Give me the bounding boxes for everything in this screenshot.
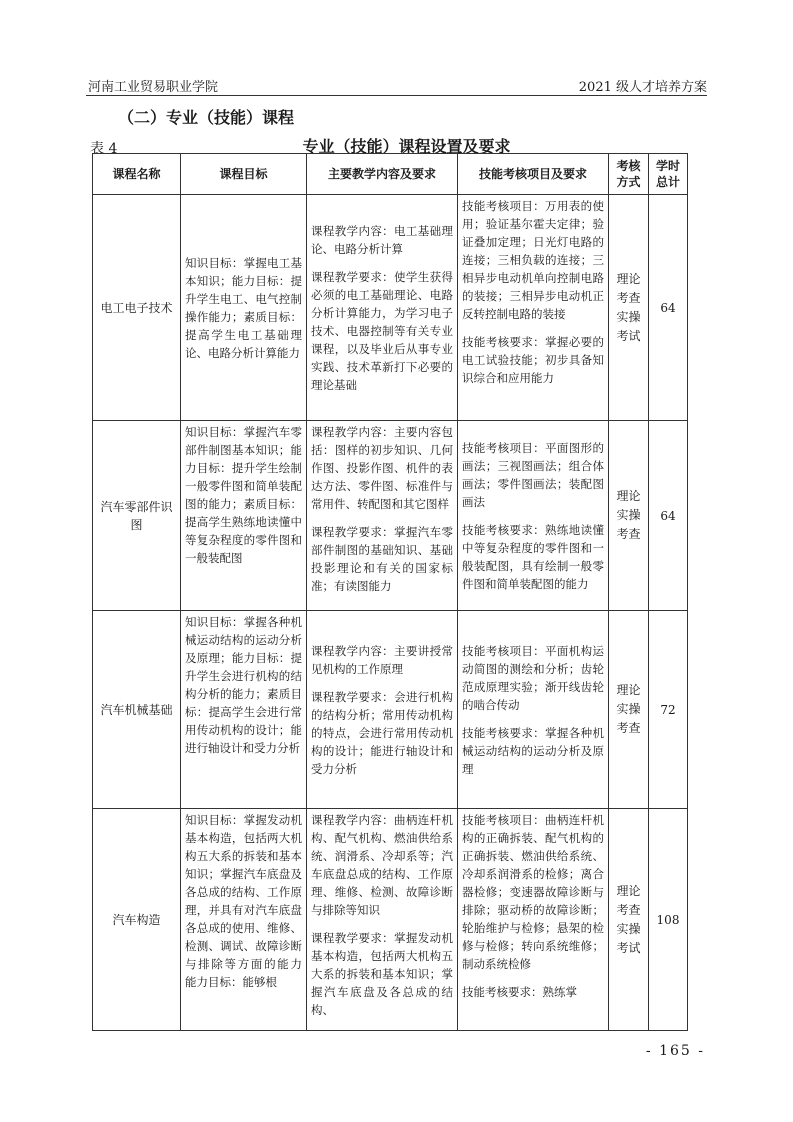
table-label: 表 4 — [90, 141, 118, 157]
course-hours: 64 — [649, 421, 688, 611]
header-plan-title: 2021 级人才培养方案 — [578, 80, 707, 95]
table-row — [93, 421, 688, 611]
course-skill: 技能考核项目：平面图形的画法；三视图画法；组合体画法；零件图画法；装配图画法 技能考核要求：熟练地读懂中等复杂程度的零件图和一般装配图，具有绘制一般零件图和简单装配图的能力 — [458, 421, 609, 611]
table-header-row — [93, 154, 688, 195]
table-row — [93, 611, 688, 809]
course-goal: 知识目标：掌握发动机基本构造，包括两大机构五大系的拆装和基本知识；掌握汽车底盘及各总成的结构、工作原理，并具有对汽车底盘各总成的使用、维修、检测、调试、故障诊断与排除等方面的能力 能力目标：能够根 — [181, 809, 307, 1031]
col-header-content: 主要教学内容及要求 — [307, 154, 458, 195]
course-goal: 知识目标：掌握汽车零部件制图基本知识；能力目标：提升学生绘制一般零件图和简单装配图的能力；素质目标：提高学生熟练地读懂中等复杂程度的零件图和一般装配图 — [181, 421, 307, 611]
course-content: 课程教学内容：曲柄连杆机构、配气机构、燃油供给系统、润滑系、冷却系等；汽车底盘总成的结构、工作原理、维修、检测、故障诊断与排除等知识 课程教学要求：掌握发动机基本构造，包括两大机构五大系的拆装和基本知识；掌握汽车底盘及各总成的结构、 — [307, 809, 458, 1031]
col-header-skill: 技能考核项目及要求 — [458, 154, 609, 195]
course-name: 汽车构造 — [93, 809, 181, 1031]
course-goal: 知识目标：掌握各种机械运动结构的运动分析及原理；能力目标：提升学生会进行机构的结构分析的能力；素质目标：提高学生会进行常用传动机构的设计；能进行轴设计和受力分析 — [181, 611, 307, 809]
col-header-hours: 学时 总计 — [649, 154, 688, 195]
page-number: - 165 - — [645, 1043, 705, 1059]
header-divider — [86, 95, 707, 96]
section-title: （二）专业（技能）课程 — [118, 108, 295, 127]
course-skill: 技能考核项目：曲柄连杆机构的正确拆装、配气机构的正确拆装、燃油供给系统、冷却系润滑系的检修；离合器检修；变速器故障诊断与排除；驱动桥的故障诊断；轮胎维护与检修；悬架的检修与检修；转向系统维修；制动系统检修 技能考核要求：熟练掌 — [458, 809, 609, 1031]
course-content: 课程教学内容：主要内容包括：图样的初步知识、几何作图、投影作图、机件的表达方法、零件图、标准件与常用件、转配图和其它图样 课程教学要求：掌握汽车零部件制图的基础知识、基础投影理论和有关的国家标准；有读图能力 — [307, 421, 458, 611]
col-header-method: 考核 方式 — [609, 154, 649, 195]
course-method: 理论实操考查 — [609, 611, 649, 809]
table-title: 专业（技能）课程设置及要求 — [302, 137, 511, 156]
course-name: 电工电子技术 — [93, 195, 181, 421]
course-method: 理论实操考查 — [609, 421, 649, 611]
course-hours: 108 — [649, 809, 688, 1031]
header-school-name: 河南工业贸易职业学院 — [88, 80, 219, 95]
course-skill: 技能考核项目：平面机构运动简图的测绘和分析；齿轮范成原理实验；渐开线齿轮的啮合传动 技能考核要求：掌握各种机械运动结构的运动分析及原理 — [458, 611, 609, 809]
col-header-name: 课程名称 — [93, 154, 181, 195]
course-skill: 技能考核项目：万用表的使用；验证基尔霍夫定律；验证叠加定理；日光灯电路的连接；三相负载的连接；三相异步电动机单向控制电路的装接；三相异步电动机正反转控制电路的装接 技能考核要求：掌握必要的电工试验技能；初步具备知识综合和应用能力 — [458, 195, 609, 421]
table-row — [93, 195, 688, 421]
course-content: 课程教学内容：电工基础理论、电路分析计算 课程教学要求：使学生获得必须的电工基础理论、电路分析计算能力，为学习电子技术、电器控制等有关专业课程，以及毕业后从事专业实践、技术革新打下必要的理论基础 — [307, 195, 458, 421]
course-name: 汽车零部件识图 — [93, 421, 181, 611]
col-header-goal: 课程目标 — [181, 154, 307, 195]
course-table — [92, 153, 688, 1031]
course-hours: 72 — [649, 611, 688, 809]
table-row — [93, 809, 688, 1031]
course-name: 汽车机械基础 — [93, 611, 181, 809]
course-method: 理论考查实操考试 — [609, 195, 649, 421]
course-hours: 64 — [649, 195, 688, 421]
course-method: 理论考查实操考试 — [609, 809, 649, 1031]
course-goal: 知识目标：掌握电工基本知识；能力目标：提升学生电工、电气控制操作能力；素质目标：提高学生电工基础理论、电路分析计算能力 — [181, 195, 307, 421]
course-content: 课程教学内容：主要讲授常见机构的工作原理 课程教学要求：会进行机构的结构分析；常用传动机构的特点，会进行常用传动机构的设计；能进行轴设计和受力分析 — [307, 611, 458, 809]
